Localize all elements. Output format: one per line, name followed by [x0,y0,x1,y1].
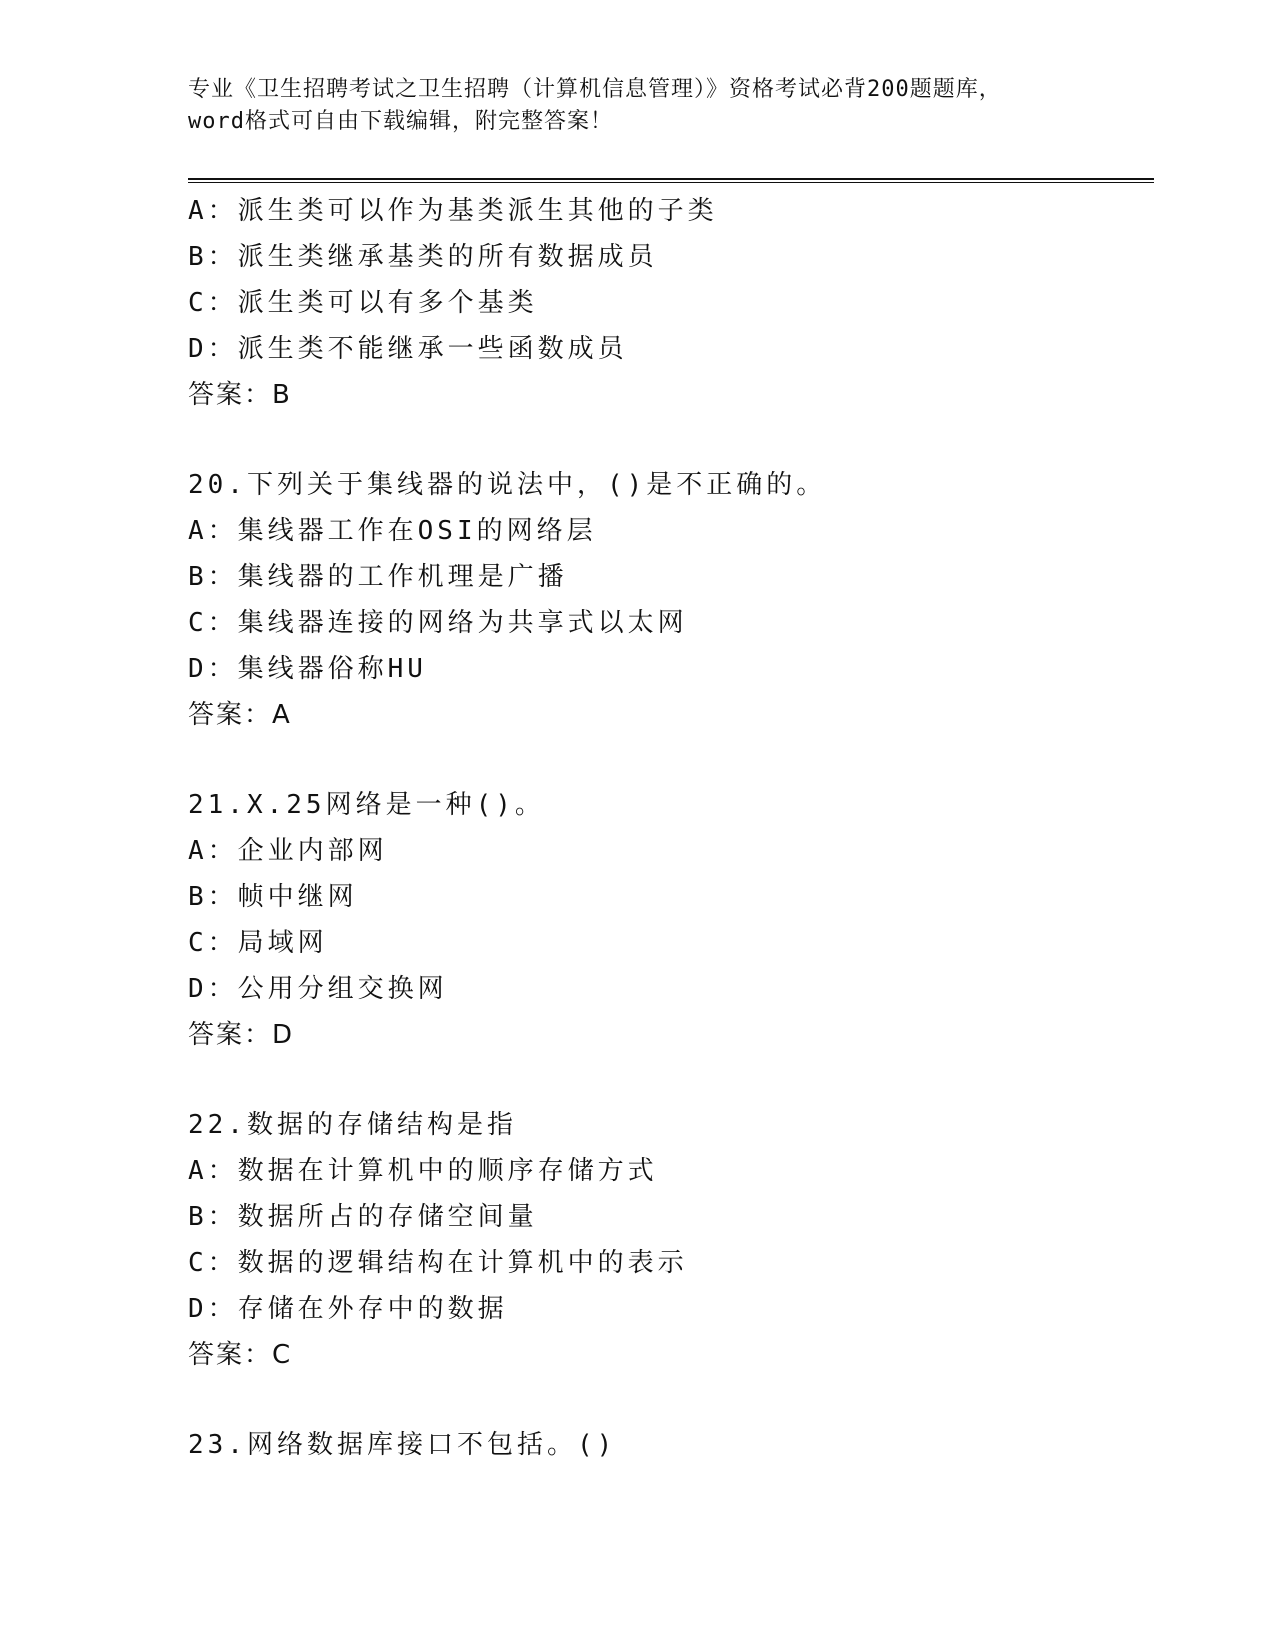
document-header [188,74,1088,138]
question-spacer [188,418,1148,462]
answer-line: 答案：A [188,700,292,730]
question-23 [188,1422,1148,1468]
option-a: A：数据在计算机中的顺序存储方式 [188,1156,658,1186]
question-stem: 23.网络数据库接口不包括。() [188,1430,617,1460]
header-title-line-2: word格式可自由下载编辑，附完整答案！ [188,109,613,134]
question-stem: 20.下列关于集线器的说法中，()是不正确的。 [188,470,827,500]
question-spacer [188,738,1148,782]
option-b: B：集线器的工作机理是广播 [188,562,568,592]
option-b: B：数据所占的存储空间量 [188,1202,538,1232]
option-a: A：集线器工作在OSI的网络层 [188,516,597,546]
question-stem: 22.数据的存储结构是指 [188,1110,517,1140]
question-20 [188,462,1148,738]
option-b: B：派生类继承基类的所有数据成员 [188,242,658,272]
question-21 [188,782,1148,1058]
answer-line: 答案：B [188,380,292,410]
option-b: B：帧中继网 [188,882,358,912]
option-d: D：集线器俗称HU [188,654,427,684]
answer-line: 答案：D [188,1020,295,1050]
option-c: C：局域网 [188,928,328,958]
option-c: C：集线器连接的网络为共享式以太网 [188,608,688,638]
question-list [188,188,1148,1468]
question-spacer [188,1378,1148,1422]
option-d: D：公用分组交换网 [188,974,448,1004]
option-c: C：数据的逻辑结构在计算机中的表示 [188,1248,688,1278]
question-22 [188,1102,1148,1378]
answer-line: 答案：C [188,1340,293,1370]
option-d: D：派生类不能继承一些函数成员 [188,334,628,364]
header-divider-thin [188,182,1154,183]
header-divider-thick [188,178,1154,180]
header-title-line-1: 专业《卫生招聘考试之卫生招聘（计算机信息管理）》资格考试必背200题题库， [188,77,1002,102]
option-a: A：企业内部网 [188,836,388,866]
option-a: A：派生类可以作为基类派生其他的子类 [188,196,718,226]
question-19 [188,188,1148,418]
question-stem: 21.X.25网络是一种()。 [188,790,545,820]
option-d: D：存储在外存中的数据 [188,1294,508,1324]
option-c: C：派生类可以有多个基类 [188,288,538,318]
question-spacer [188,1058,1148,1102]
